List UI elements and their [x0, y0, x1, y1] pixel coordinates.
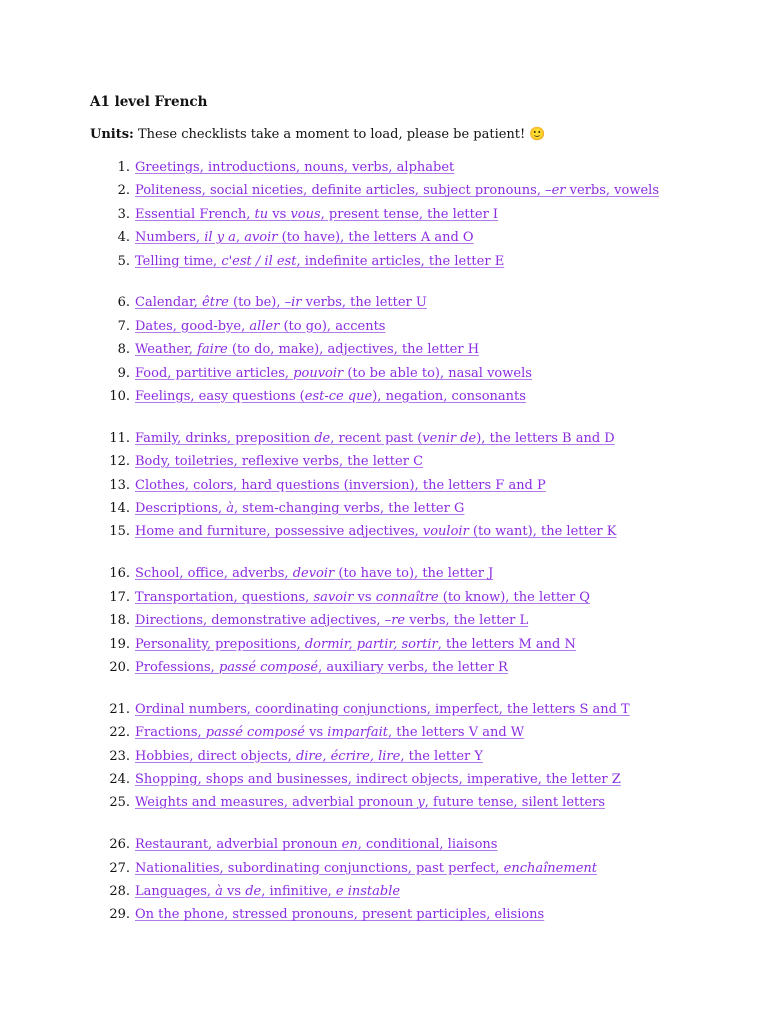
- link-text: verbs, the letter L: [405, 613, 529, 629]
- link-text: Politeness, social niceties, definite articles, subject pronouns, –: [135, 183, 552, 199]
- link-text: , future tense, silent letters: [424, 795, 606, 811]
- link-text: Professions,: [135, 659, 219, 675]
- link-text: Transportation, questions,: [135, 589, 314, 605]
- list-item: [90, 884, 710, 907]
- link-text: Family, drinks, preposition: [135, 430, 315, 446]
- link-text: vs: [222, 884, 246, 900]
- link-text: Food, partitive articles,: [135, 365, 294, 381]
- link-text: Restaurant, adverbial pronoun: [135, 837, 342, 853]
- link-text: (to be able to), nasal vowels: [343, 365, 532, 381]
- list-item-number: 17.: [109, 589, 130, 605]
- unit-group: [90, 160, 710, 277]
- list-item: [90, 431, 710, 454]
- list-item: [90, 861, 710, 884]
- link-text: Numbers,: [135, 230, 205, 246]
- link-text: Essential French,: [135, 206, 255, 222]
- list-item: [90, 230, 710, 253]
- unit-link[interactable]: [135, 183, 659, 199]
- list-item: [90, 254, 710, 277]
- link-text: ), the letters B and D: [476, 430, 615, 446]
- unit-link[interactable]: [135, 613, 528, 629]
- list-item-number: 19.: [109, 636, 130, 652]
- list-item: [90, 637, 710, 660]
- link-text: , infinitive,: [261, 884, 336, 900]
- italic-term: tu: [254, 206, 269, 222]
- list-item: [90, 319, 710, 342]
- unit-link[interactable]: [135, 454, 423, 470]
- list-item-number: 14.: [109, 501, 130, 517]
- list-item: [90, 725, 710, 748]
- unit-link[interactable]: [135, 478, 546, 494]
- document-body: [90, 94, 710, 949]
- link-text: (to go), accents: [279, 318, 386, 334]
- unit-link[interactable]: [135, 907, 544, 923]
- link-text: Nationalities, subordinating conjunctions, past perfect,: [135, 860, 504, 876]
- italic-term: c'est / il est: [221, 253, 297, 269]
- list-item-number: 21.: [109, 701, 130, 717]
- unit-group: [90, 702, 710, 819]
- unit-link[interactable]: [135, 342, 479, 358]
- unit-link[interactable]: [135, 590, 590, 606]
- italic-term: est-ce que: [304, 389, 373, 405]
- list-item: [90, 389, 710, 412]
- italic-term: dire, écrire, lire: [295, 748, 401, 764]
- list-item-number: 13.: [109, 477, 130, 493]
- list-item: [90, 590, 710, 613]
- list-item-number: 24.: [109, 771, 130, 787]
- list-item-number: 1.: [117, 160, 130, 175]
- link-text: Home and furniture, possessive adjectives,: [135, 524, 423, 540]
- list-item-number: 26.: [109, 837, 130, 853]
- link-text: Greetings, introductions, nouns, verbs, alphabet: [135, 160, 455, 175]
- unit-link[interactable]: [135, 749, 483, 765]
- list-item-number: 23.: [109, 748, 130, 764]
- link-text: , recent past (: [330, 430, 423, 446]
- italic-term: il y a: [204, 230, 236, 246]
- italic-term: de: [245, 884, 262, 900]
- list-item-number: 27.: [109, 860, 130, 876]
- link-text: , indefinite articles, the letter E: [296, 253, 505, 269]
- unit-link[interactable]: [135, 725, 524, 741]
- link-text: Descriptions,: [135, 501, 227, 517]
- list-item: [90, 478, 710, 501]
- list-item: [90, 749, 710, 772]
- italic-term: imparfait: [327, 725, 388, 741]
- list-item-number: 29.: [109, 907, 130, 923]
- unit-lists: [90, 160, 710, 931]
- list-item-number: 9.: [117, 365, 130, 381]
- link-text: Clothes, colors, hard questions (inversion), the letters F and P: [135, 477, 546, 493]
- italic-term: savoir: [313, 589, 354, 605]
- unit-link[interactable]: [135, 319, 385, 335]
- unit-link[interactable]: [135, 637, 576, 653]
- link-text: , the letter Y: [400, 748, 483, 764]
- italic-term: vous: [290, 206, 321, 222]
- italic-term: en: [341, 837, 358, 853]
- list-item: [90, 501, 710, 524]
- list-item: [90, 160, 710, 183]
- link-text: ), negation, consonants: [372, 389, 526, 405]
- link-text: verbs, the letter U: [301, 295, 427, 311]
- unit-link[interactable]: [135, 207, 498, 223]
- list-item-number: 15.: [109, 524, 130, 540]
- link-text: (to know), the letter Q: [438, 589, 590, 605]
- link-text: vs: [353, 589, 376, 605]
- list-item: [90, 524, 710, 547]
- unit-group: [90, 431, 710, 548]
- list-item-number: 8.: [117, 342, 130, 358]
- list-item-number: 20.: [109, 659, 130, 675]
- link-text: , the letters M and N: [437, 636, 576, 652]
- list-item: [90, 566, 710, 589]
- list-item-number: 6.: [117, 295, 130, 311]
- unit-link[interactable]: [135, 837, 497, 853]
- link-text: Weather,: [135, 342, 198, 358]
- italic-term: venir de: [422, 430, 477, 446]
- units-note: [90, 127, 710, 142]
- page-title: A1 level French: [90, 94, 208, 110]
- link-text: , stem-changing verbs, the letter G: [234, 501, 465, 517]
- italic-term: devoir: [292, 566, 335, 582]
- unit-link[interactable]: [135, 660, 508, 676]
- list-item: [90, 613, 710, 636]
- link-text: Languages,: [135, 884, 216, 900]
- link-text: Body, toiletries, reflexive verbs, the letter C: [135, 454, 424, 470]
- unit-link[interactable]: [135, 254, 504, 270]
- link-text: (to do, make), adjectives, the letter H: [227, 342, 480, 358]
- link-text: (to want), the letter K: [468, 524, 617, 540]
- link-text: School, office, adverbs,: [135, 566, 293, 582]
- link-text: , conditional, liaisons: [357, 837, 498, 853]
- list-item: [90, 907, 710, 930]
- list-item: [90, 183, 710, 206]
- italic-term: à: [226, 501, 235, 517]
- italic-term: enchaînement: [503, 860, 597, 876]
- list-item-number: 7.: [117, 318, 130, 334]
- italic-term: connaître: [375, 589, 439, 605]
- italic-term: er: [551, 183, 566, 199]
- link-text: Dates, good-bye,: [135, 318, 250, 334]
- link-text: Telling time,: [135, 253, 222, 269]
- unit-link[interactable]: [135, 566, 493, 582]
- unit-link[interactable]: [135, 230, 474, 246]
- unit-link[interactable]: [135, 524, 616, 540]
- list-item: [90, 295, 710, 318]
- link-text: On the phone, stressed pronouns, present participles, elisions: [135, 907, 545, 923]
- unit-link[interactable]: [135, 884, 400, 900]
- unit-link[interactable]: [135, 160, 454, 176]
- italic-term: avoir: [244, 230, 278, 246]
- unit-link[interactable]: [135, 501, 464, 517]
- list-item-number: 12.: [109, 454, 130, 470]
- link-text: Shopping, shops and businesses, indirect objects, imperative, the letter Z: [135, 771, 621, 787]
- italic-term: être: [202, 295, 229, 311]
- list-item: [90, 795, 710, 818]
- list-item: [90, 366, 710, 389]
- link-text: , present tense, the letter I: [320, 206, 499, 222]
- link-text: Feelings, easy questions (: [135, 389, 305, 405]
- unit-link[interactable]: [135, 366, 532, 382]
- link-text: Personality, prepositions,: [135, 636, 305, 652]
- list-item-number: 3.: [117, 206, 130, 222]
- link-text: verbs, vowels: [565, 183, 659, 199]
- unit-link[interactable]: [135, 389, 526, 405]
- italic-term: ir: [291, 295, 302, 311]
- link-text: ,: [235, 230, 245, 246]
- link-text: Calendar,: [135, 295, 203, 311]
- unit-group: [90, 295, 710, 412]
- italic-term: passé composé: [205, 725, 305, 741]
- link-text: Directions, demonstrative adjectives, –: [135, 613, 392, 629]
- italic-term: aller: [249, 318, 280, 334]
- link-text: Weights and measures, adverbial pronoun: [135, 795, 418, 811]
- list-item-number: 4.: [117, 230, 130, 246]
- italic-term: e instable: [335, 884, 401, 900]
- list-item-number: 25.: [109, 795, 130, 811]
- italic-term: de: [314, 430, 331, 446]
- list-item-number: 16.: [109, 566, 130, 582]
- unit-group: [90, 566, 710, 683]
- list-item: [90, 342, 710, 365]
- units-text: These checklists take a moment to load, please be patient! 🙂: [138, 127, 546, 142]
- unit-link[interactable]: [135, 702, 630, 718]
- unit-link[interactable]: [135, 295, 427, 311]
- unit-link[interactable]: [135, 772, 621, 788]
- list-item: [90, 702, 710, 725]
- list-item: [90, 837, 710, 860]
- list-item: [90, 207, 710, 230]
- list-item-number: 28.: [109, 884, 130, 900]
- list-item-number: 10.: [109, 389, 130, 405]
- list-item-number: 18.: [109, 613, 130, 629]
- link-text: (to be), –: [228, 295, 292, 311]
- list-item-number: 5.: [117, 253, 130, 269]
- link-text: Hobbies, direct objects,: [135, 748, 296, 764]
- link-text: , the letters V and W: [388, 725, 525, 741]
- list-item-number: 11.: [109, 430, 130, 446]
- italic-term: re: [391, 613, 406, 629]
- italic-term: dormir, partir, sortir: [304, 636, 438, 652]
- list-item: [90, 454, 710, 477]
- link-text: Fractions,: [135, 725, 206, 741]
- link-text: (to have), the letters A and O: [277, 230, 474, 246]
- italic-term: y: [417, 795, 425, 811]
- link-text: , auxiliary verbs, the letter R: [318, 659, 508, 675]
- unit-group: [90, 837, 710, 931]
- unit-link[interactable]: [135, 861, 597, 877]
- italic-term: pouvoir: [293, 365, 344, 381]
- italic-term: vouloir: [422, 524, 469, 540]
- link-text: vs: [305, 725, 328, 741]
- italic-term: à: [215, 884, 223, 900]
- link-text: Ordinal numbers, coordinating conjunctions, imperfect, the letters S and T: [135, 701, 630, 717]
- link-text: (to have to), the letter J: [334, 566, 494, 582]
- list-item-number: 22.: [109, 725, 130, 741]
- italic-term: passé composé: [218, 659, 319, 675]
- list-item: [90, 660, 710, 683]
- list-item-number: 2.: [117, 183, 130, 199]
- units-label: Units:: [90, 127, 134, 142]
- list-item: [90, 772, 710, 795]
- unit-link[interactable]: [135, 795, 605, 811]
- italic-term: faire: [197, 342, 228, 358]
- link-text: vs: [268, 206, 291, 222]
- unit-link[interactable]: [135, 431, 615, 447]
